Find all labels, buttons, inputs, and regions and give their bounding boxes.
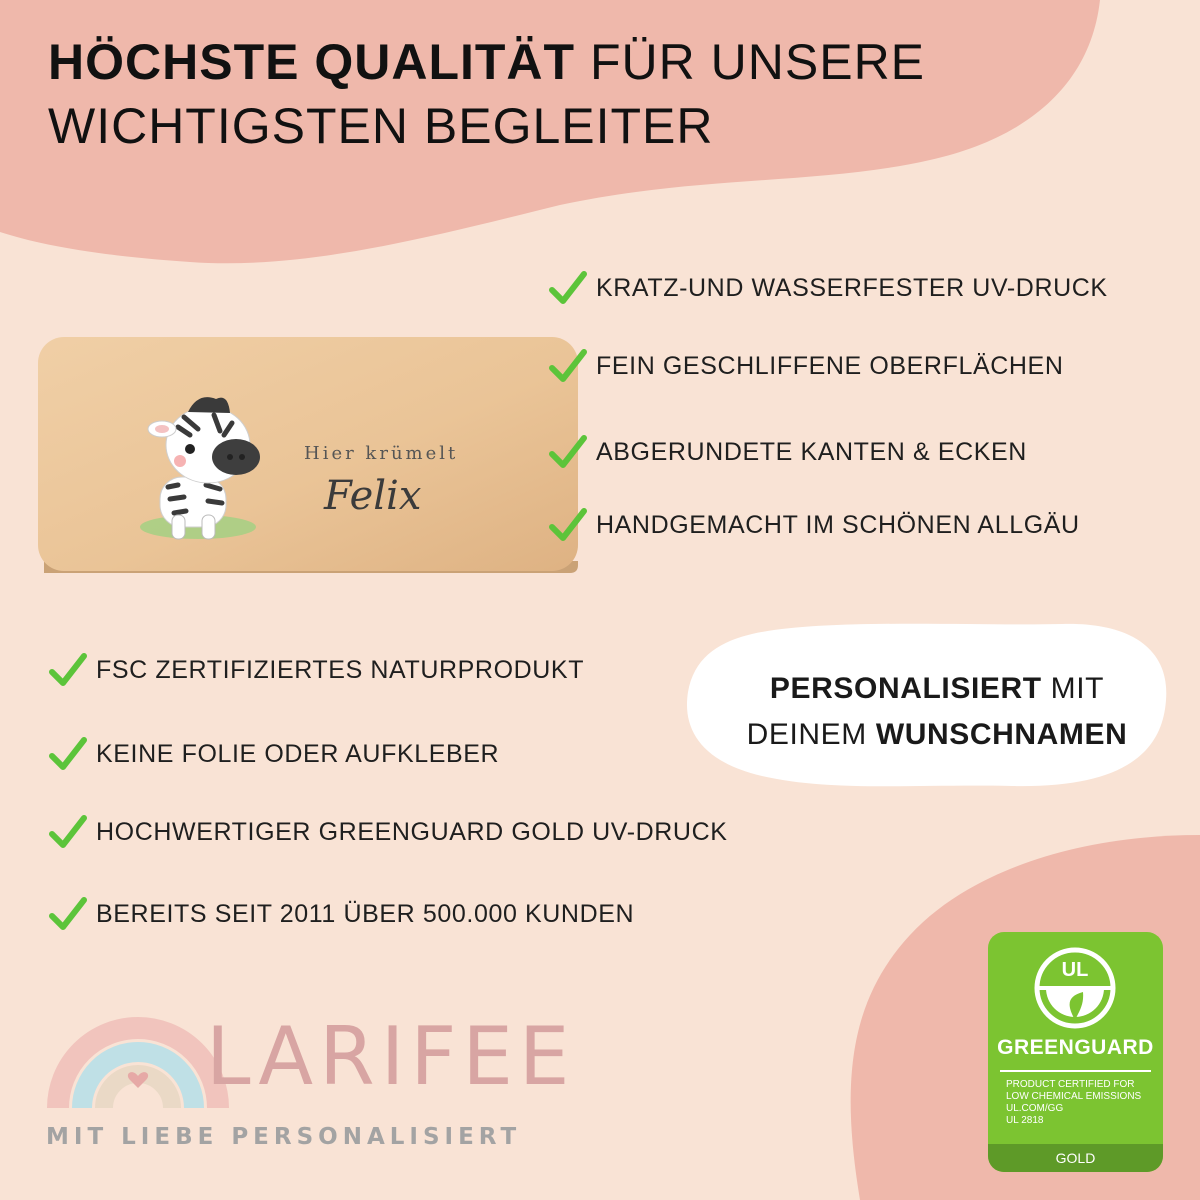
desc-line: PRODUCT CERTIFIED FOR [1006, 1079, 1135, 1090]
feature-item-greenguard-print [48, 812, 728, 852]
breakfast-board-image [38, 337, 583, 582]
headline-line-1 [48, 30, 925, 94]
headline-bold: HÖCHSTE QUALITÄT [48, 34, 576, 90]
checkmark-icon [48, 734, 88, 774]
callout-line-2 [682, 712, 1192, 758]
badge-divider [1000, 1070, 1151, 1072]
desc-line: LOW CHEMICAL EMISSIONS [1006, 1091, 1142, 1102]
feature-text: FEIN GESCHLIFFENE OBERFLÄCHEN [596, 351, 1064, 380]
feature-item-scratch-proof [548, 268, 1108, 308]
callout-plain-2: DEINEM [746, 718, 867, 751]
callout-line-1 [682, 666, 1192, 712]
desc-line: UL 2818 [1006, 1115, 1044, 1126]
feature-text: BEREITS SEIT 2011 ÜBER 500.000 KUNDEN [96, 899, 635, 928]
greenguard-description [1006, 1079, 1156, 1127]
feature-item-no-foil [48, 734, 499, 774]
feature-text: ABGERUNDETE KANTEN & ECKEN [596, 437, 1027, 466]
checkmark-icon [548, 268, 588, 308]
board-name: Felix [324, 473, 422, 519]
greenguard-gold-badge [988, 932, 1163, 1172]
feature-text: KEINE FOLIE ODER AUFKLEBER [96, 739, 500, 768]
checkmark-icon [548, 346, 588, 386]
desc-line: UL.COM/GG [1006, 1103, 1064, 1114]
brand-tagline: MIT LIEBE PERSONALISIERT [46, 1124, 522, 1150]
feature-item-fsc [48, 650, 584, 690]
feature-text: HOCHWERTIGER GREENGUARD GOLD UV-DRUCK [96, 817, 728, 846]
feature-item-sanded [548, 346, 1063, 386]
feature-item-handmade [548, 505, 1080, 545]
headline-rest: FÜR UNSERE [590, 34, 926, 90]
callout-rest-1: MIT [1050, 672, 1105, 705]
ul-mark: UL [1061, 959, 1089, 981]
feature-text: HANDGEMACHT IM SCHÖNEN ALLGÄU [596, 510, 1080, 539]
board-line-1: Hier krümelt [304, 443, 459, 464]
headline [48, 30, 925, 158]
headline-line-2: WICHTIGSTEN BEGLEITER [48, 98, 714, 154]
greenguard-title: GREENGUARD [997, 1036, 1154, 1059]
ul-leaf-icon [988, 932, 1163, 1036]
feature-text: KRATZ-UND WASSERFESTER UV-DRUCK [596, 273, 1108, 302]
feature-item-rounded-edges [548, 432, 1027, 472]
personalization-callout [682, 666, 1192, 758]
checkmark-icon [548, 505, 588, 545]
checkmark-icon [548, 432, 588, 472]
checkmark-icon [48, 894, 88, 934]
brand-name: LARIFEE [206, 1010, 576, 1103]
greenguard-level: GOLD [988, 1144, 1163, 1172]
checkmark-icon [48, 650, 88, 690]
feature-item-since-2011 [48, 894, 634, 934]
feature-text: FSC ZERTIFIZIERTES NATURPRODUKT [96, 655, 585, 684]
callout-bold-1: PERSONALISIERT [769, 672, 1042, 705]
callout-bold-2: WUNSCHNAMEN [875, 718, 1128, 751]
checkmark-icon [48, 812, 88, 852]
